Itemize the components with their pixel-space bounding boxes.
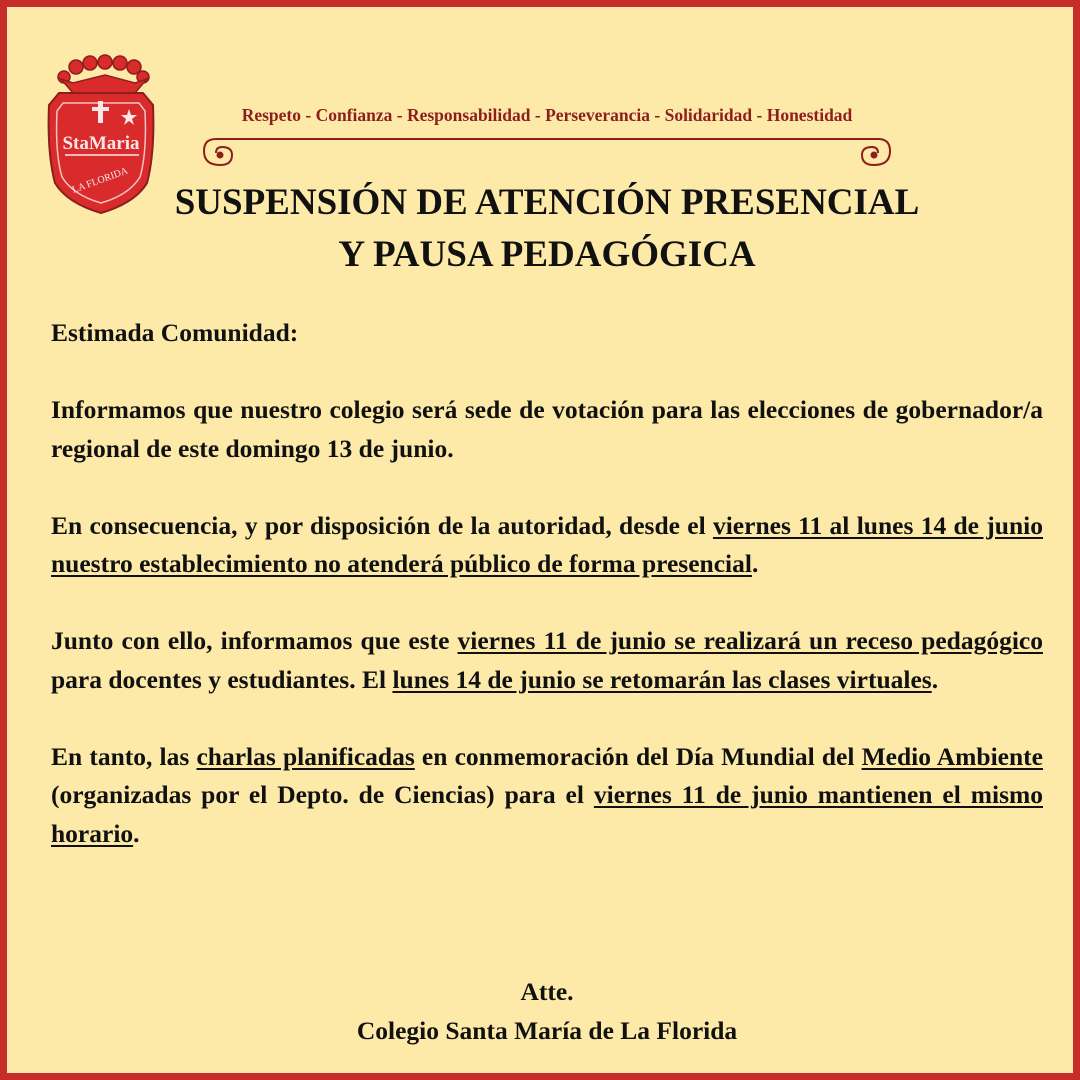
paragraph-text: (organizadas por el Depto. de Ciencias) para el [51, 780, 594, 809]
paragraph-text: En tanto, las [51, 741, 197, 771]
signature-closing: Atte. [520, 977, 574, 1006]
underlined-text: viernes 11 al lunes 14 de junio nuestro establecimiento no atenderá público de forma presencial [51, 510, 1043, 578]
underlined-text: Medio Ambiente [861, 741, 1043, 771]
paragraph-text: en conmemoración del Día Mundial del [414, 741, 862, 771]
crest-logo-text: StaMaria [62, 133, 140, 154]
underlined-text: lunes 14 de junio se retomarán las clases virtuales [392, 664, 932, 694]
title-line-2: Y PAUSA PEDAGÓGICA [338, 234, 756, 275]
paragraph-text: Junto con ello, informamos que este [51, 626, 458, 655]
underlined-text: charlas planificadas [196, 741, 415, 771]
paragraph-text: . [931, 664, 939, 694]
signature-school-name: Colegio Santa María de La Florida [356, 1015, 738, 1045]
signature-block [7, 973, 1080, 1050]
decorative-scroll-divider [202, 135, 892, 179]
notice-body [51, 314, 1043, 892]
title-line-1: SUSPENSIÓN DE ATENCIÓN PRESENCIAL [174, 182, 920, 223]
paragraph-text: . [133, 818, 140, 848]
crest-logo-subtext: LA FLORIDA [70, 165, 130, 196]
underlined-text: viernes 11 de junio mantienen el mismo horario [51, 780, 1043, 848]
underlined-text: viernes 11 de junio se realizará un receso pedagógico [457, 626, 1043, 655]
school-values-line: Respeto - Confianza - Responsabilidad - Perseverancia - Solidaridad - Honestidad [241, 105, 853, 125]
paragraph-suspension [51, 507, 1043, 584]
paragraph-text: En consecuencia, y por disposición de la autoridad, desde el [51, 510, 713, 540]
paragraph-environment-talks [51, 738, 1043, 854]
paragraph-voting-site: Informamos que nuestro colegio será sede de votación para las elecciones de gobernador/a regional de este domingo 13 de junio. [51, 395, 1043, 463]
greeting: Estimada Comunidad: [51, 318, 299, 347]
notice-title [7, 177, 1080, 281]
paragraph-pedagogical-pause [51, 622, 1043, 699]
paragraph-text: . [751, 549, 759, 578]
paragraph-text: para docentes y estudiantes. El [51, 664, 393, 694]
